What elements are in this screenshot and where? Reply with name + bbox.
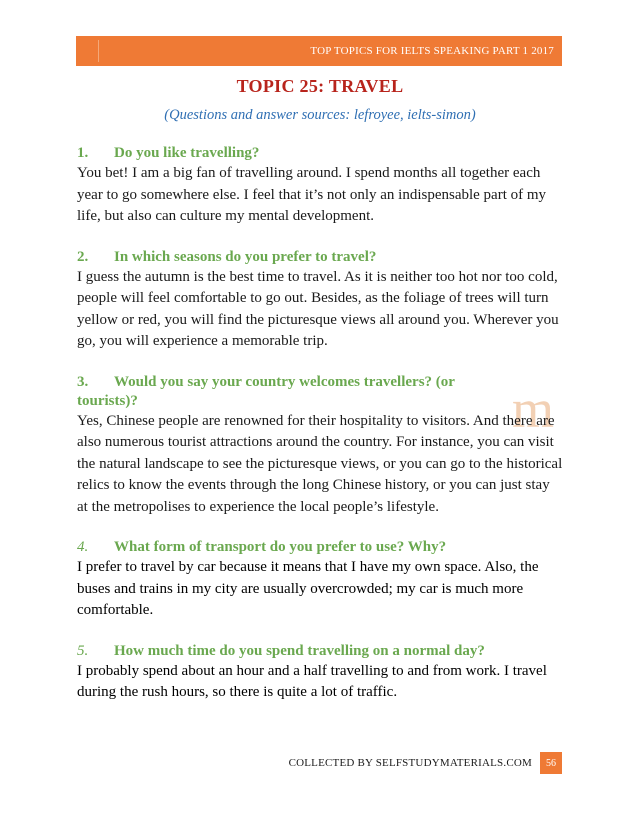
answer-5: I probably spend about an hour and a half travelling to and from work. I travel during the rush hours, so there is quite a lot of traffic.	[77, 662, 547, 700]
page-number-badge: 56	[540, 752, 562, 774]
page-content	[77, 76, 563, 704]
page-header-bar	[76, 36, 562, 66]
page-subtitle: (Questions and answer sources: lefroyee, ielts-simon)	[164, 107, 476, 123]
question-3-continuation: tourists)?	[77, 392, 138, 409]
qa-item-4	[77, 538, 563, 622]
question-5	[77, 642, 563, 661]
footer-text: COLLECTED BY SELFSTUDYMATERIALS.COM	[288, 757, 532, 769]
answer-3: Yes, Chinese people are renowned for their hospitality to visitors. And there are also numerous tourist attractions around the country. For instance, you can visit the natural landscape to see the picturesque views, or you can go to the historical relics to know the events through the long Chinese history, or you can just stay at the metropolises to experience the local people’s lifestyle.	[77, 412, 563, 515]
qa-item-3	[77, 373, 563, 519]
question-number: 4.	[77, 539, 89, 555]
answer-4: I prefer to travel by car because it means that I have my own space. Also, the buses and trains in my city are usually overcrowded; my car is much more comfortable.	[77, 559, 539, 618]
question-number: 2.	[77, 248, 89, 265]
page-footer	[289, 752, 562, 774]
header-divider	[98, 40, 99, 62]
question-2	[77, 248, 563, 267]
answer-1: You bet! I am a big fan of travelling around. I spend months all together each year to go somewhere else. I feel that it’s not only an indispensable part of my life, but also can culture my mental development.	[77, 165, 547, 224]
question-3	[77, 373, 563, 392]
question-text: How much time do you spend travelling on a normal day?	[114, 642, 485, 659]
question-text: Do you like travelling?	[114, 145, 260, 161]
question-number: 1.	[77, 145, 89, 161]
question-number: 5.	[77, 642, 89, 659]
qa-item-1	[77, 144, 563, 228]
question-1	[77, 144, 563, 163]
question-4	[77, 538, 563, 557]
question-text: What form of transport do you prefer to use? Why?	[114, 539, 447, 555]
watermark: m	[512, 379, 555, 439]
question-number: 3.	[77, 373, 89, 390]
page-title: TOPIC 25: TRAVEL	[236, 76, 404, 96]
answer-2: I guess the autumn is the best time to travel. As it is neither too hot nor too cold, people will feel comfortable to go out. Besides, as the foliage of trees will turn yellow or red, you will find the picturesque views all around you. Wherever you go, you will experience a memorable trip.	[77, 268, 559, 349]
qa-item-2	[77, 248, 563, 353]
question-text: In which seasons do you prefer to travel?	[114, 248, 377, 265]
qa-item-5	[77, 642, 563, 704]
question-text: Would you say your country welcomes travellers? (or	[114, 373, 455, 390]
header-text: TOP TOPICS FOR IELTS SPEAKING PART 1 2017	[310, 45, 554, 57]
